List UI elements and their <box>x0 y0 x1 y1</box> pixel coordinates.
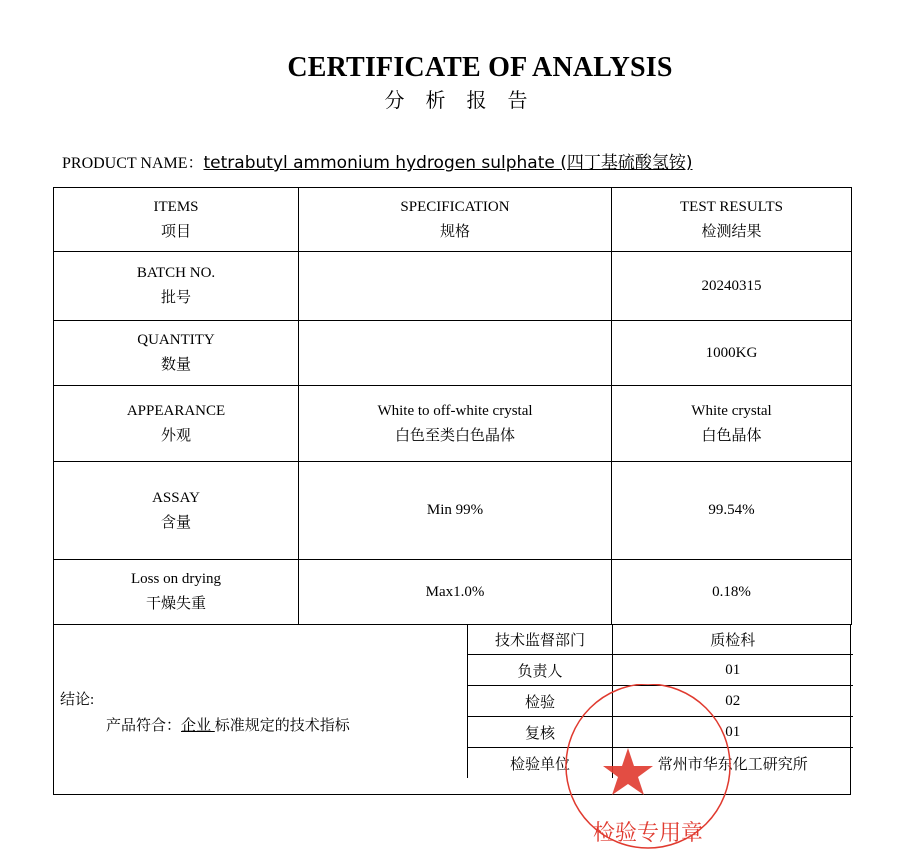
conclusion-label: 结论: <box>60 692 95 708</box>
signoff-table <box>467 624 853 778</box>
result-cell: 20240315 <box>612 252 852 321</box>
spec-cell: White to off-white crystal 白色至类白色晶体 <box>299 386 612 462</box>
signoff-value: 01 <box>613 717 853 748</box>
item-cell: Loss on drying 干燥失重 <box>54 560 299 625</box>
spec-cell <box>299 321 612 386</box>
item-cell: BATCH NO. 批号 <box>54 252 299 321</box>
product-name-label: PRODUCT NAME： <box>62 155 204 172</box>
spec-cell: Max1.0% <box>299 560 612 625</box>
document-title-chinese: 分 析 报 告 <box>384 90 536 112</box>
signoff-row <box>468 624 853 655</box>
item-cell: QUANTITY 数量 <box>54 321 299 386</box>
seal-text: 检验专用章 <box>592 821 704 846</box>
table-header-row <box>54 188 852 252</box>
item-cell: APPEARANCE 外观 <box>54 386 299 462</box>
signoff-value: 常州市华东化工研究所 <box>613 748 853 779</box>
signoff-label: 检验 <box>468 686 613 717</box>
spec-cell: Min 99% <box>299 462 612 560</box>
item-cell: ASSAY 含量 <box>54 462 299 560</box>
signoff-value: 质检科 <box>613 624 853 655</box>
table-row <box>54 560 852 625</box>
signoff-label: 负责人 <box>468 655 613 686</box>
conclusion-text: 产品符合：企业 标准规定的技术指标 <box>106 718 350 734</box>
signoff-value: 01 <box>613 655 853 686</box>
signoff-value: 02 <box>613 686 853 717</box>
header-items: ITEMS 项目 <box>54 188 299 252</box>
signoff-label: 技术监督部门 <box>468 624 613 655</box>
product-line <box>62 148 693 173</box>
document-title: CERTIFICATE OF ANALYSIS <box>287 52 673 83</box>
signoff-row <box>468 655 853 686</box>
signoff-row <box>468 717 853 748</box>
table-row <box>54 321 852 386</box>
table-row <box>54 386 852 462</box>
conclusion-section <box>53 624 851 795</box>
result-cell: 99.54% <box>612 462 852 560</box>
spec-cell <box>299 252 612 321</box>
table-row <box>54 462 852 560</box>
table-row <box>54 252 852 321</box>
signoff-label: 复核 <box>468 717 613 748</box>
product-name-value: tetrabutyl ammonium hydrogen sulphate (四丁基硫酸氢铵) <box>203 153 693 173</box>
result-cell: 1000KG <box>612 321 852 386</box>
signoff-label: 检验单位 <box>468 748 613 779</box>
signoff-row <box>468 748 853 779</box>
analysis-table <box>53 187 852 625</box>
header-test-results: TEST RESULTS 检测结果 <box>612 188 852 252</box>
signoff-row <box>468 686 853 717</box>
header-specification: SPECIFICATION 规格 <box>299 188 612 252</box>
conclusion-block <box>54 624 468 794</box>
result-cell: White crystal 白色晶体 <box>612 386 852 462</box>
result-cell: 0.18% <box>612 560 852 625</box>
